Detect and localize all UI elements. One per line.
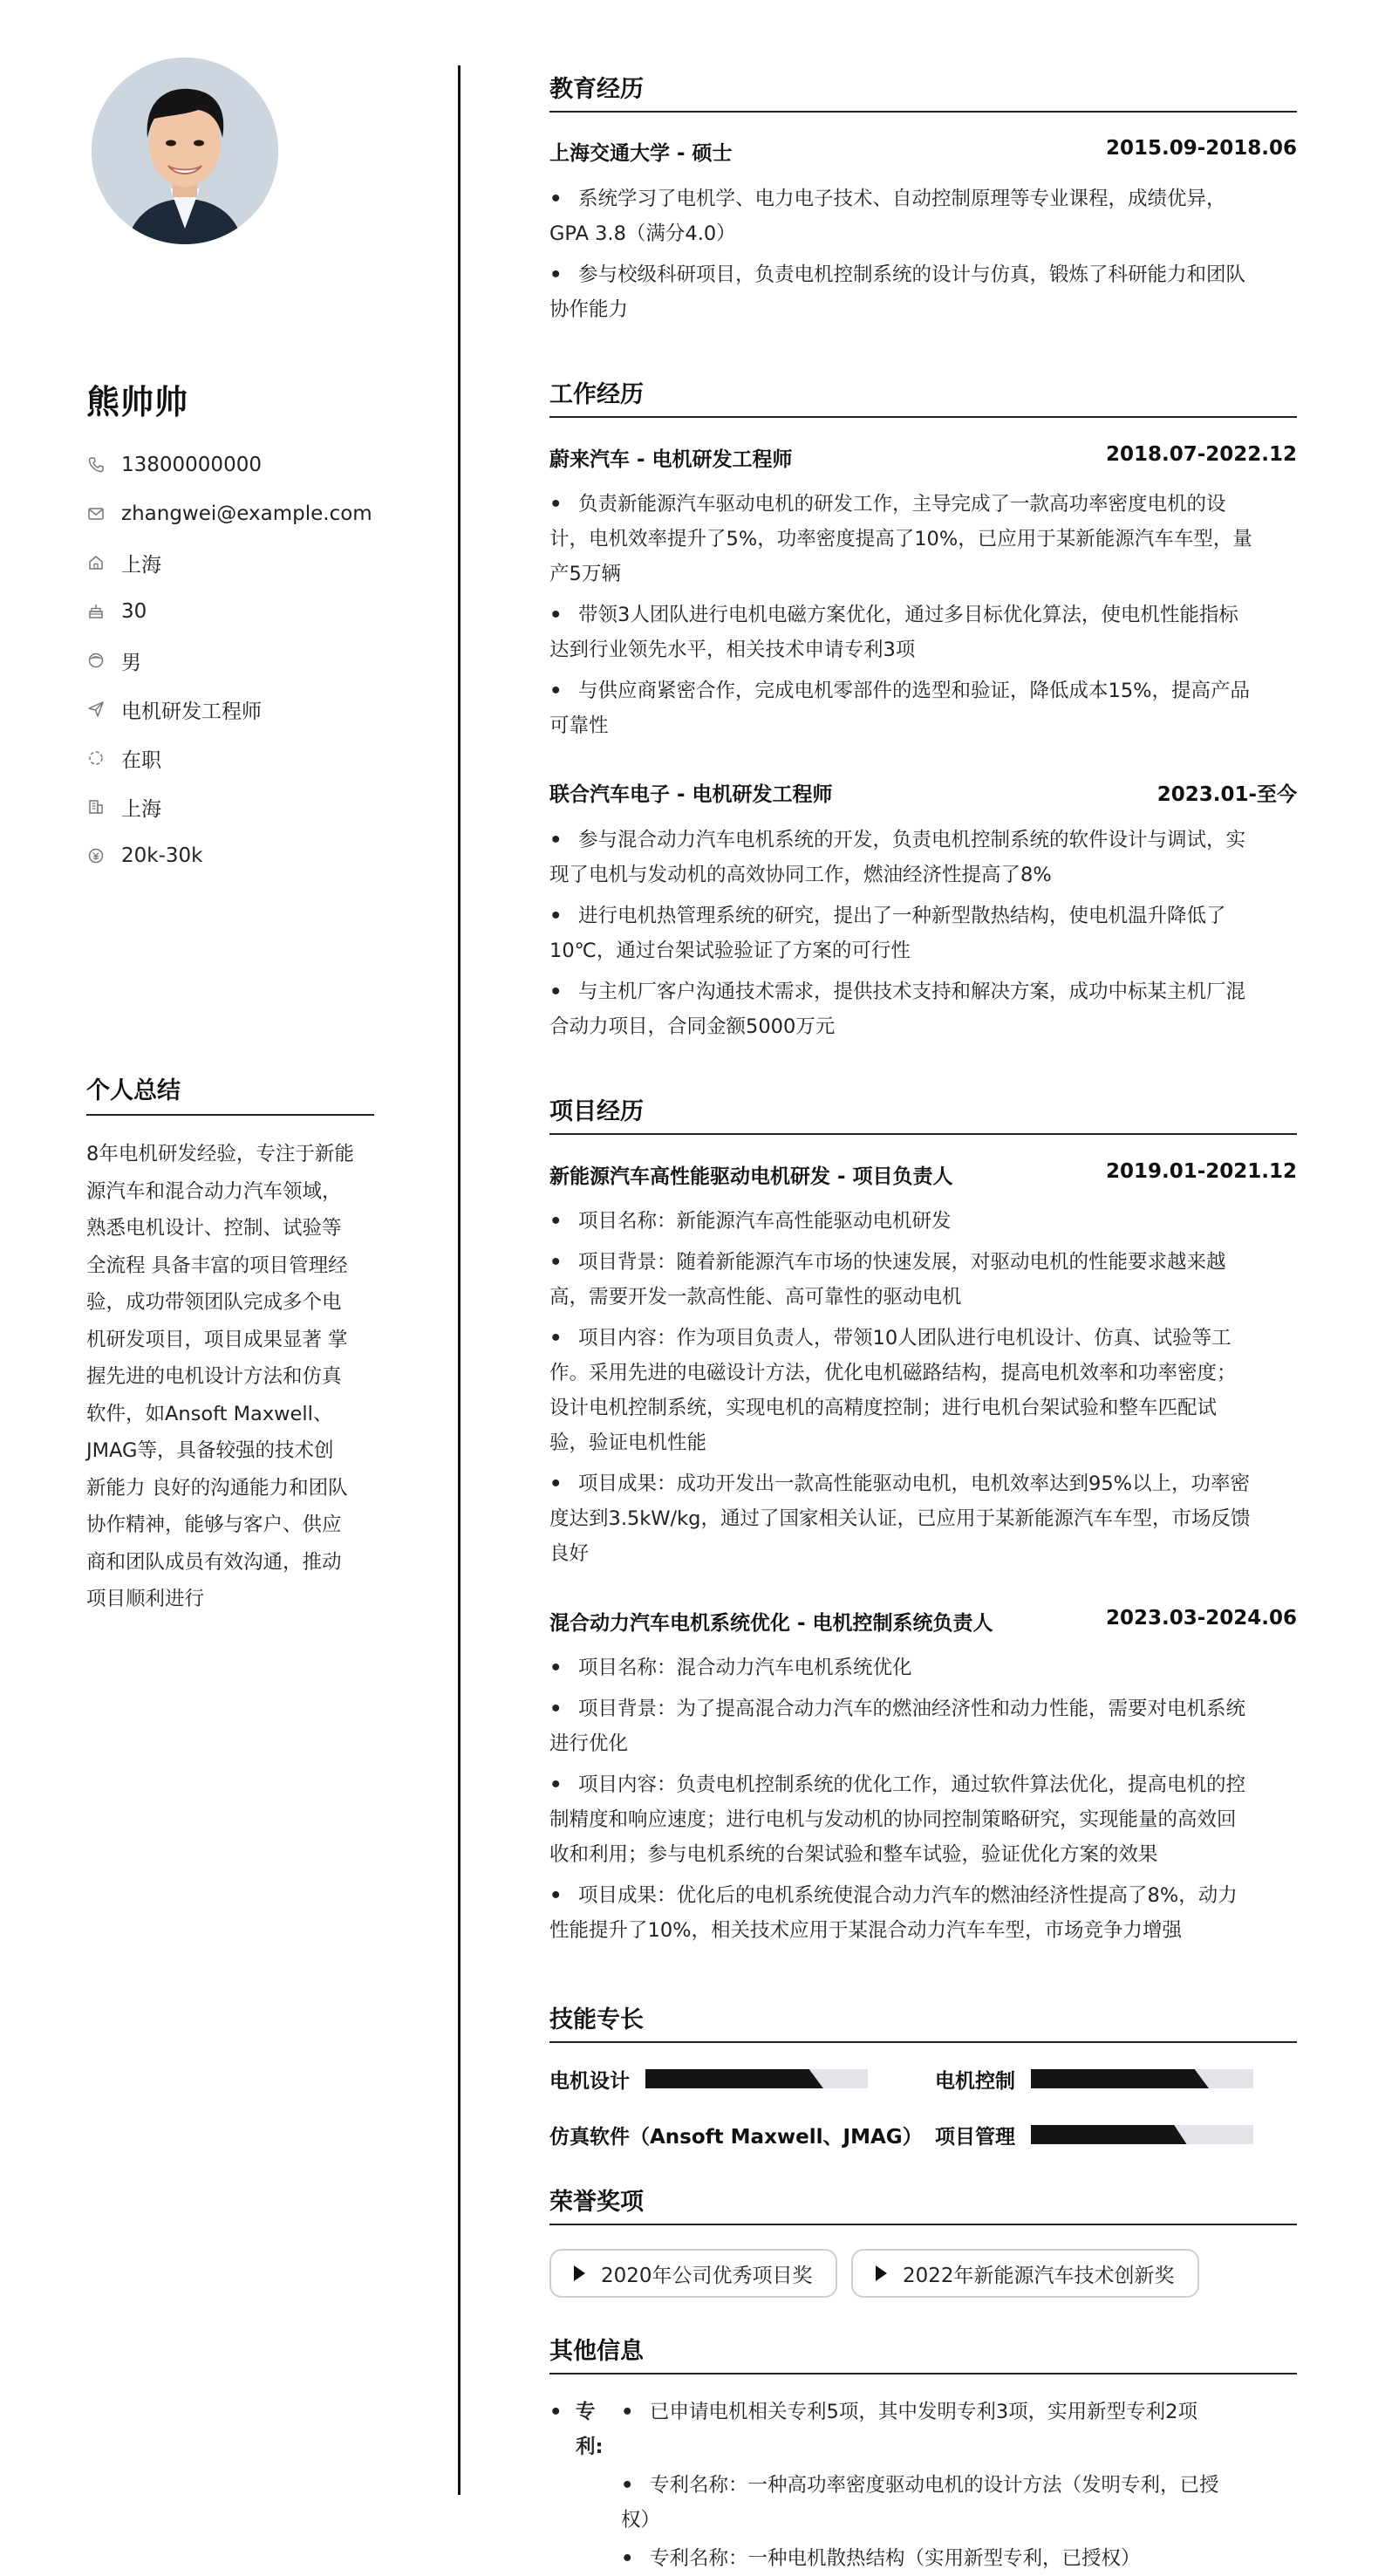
honor-badge	[851, 2249, 1199, 2298]
info-row-email	[86, 489, 372, 538]
summary-line: 8年电机研发经验，专注于新能	[86, 1143, 354, 1165]
project-bullets	[549, 1650, 1297, 1954]
info-row-status	[86, 734, 372, 782]
summary-line: 商和团队成员有效沟通，推动	[86, 1550, 342, 1574]
status-icon	[86, 748, 106, 768]
bullet-item: • 与供应商紧密合作，完成电机零部件的选型和验证，降低成本15%，提高产品 可靠性	[549, 673, 1297, 743]
patent-row: • 专利名称：一种高功率密度驱动电机的设计方法（发明专利，已授 权）	[549, 2468, 1297, 2538]
summary-line: 握先进的电机设计方法和仿真	[86, 1365, 342, 1388]
project-title: 新能源汽车高性能驱动电机研发 - 项目负责人	[549, 1165, 953, 1188]
info-row-position	[86, 685, 372, 734]
summary-line: JMAG等，具备较强的技术创	[86, 1439, 334, 1462]
building-icon	[86, 797, 106, 817]
phone-text: 13800000000	[121, 454, 262, 476]
education-heading: 教育经历	[549, 70, 1297, 113]
bullet-item: • 负责新能源汽车驱动电机的研发工作，主导完成了一款高功率密度电机的设 计，电机效率提升了5%，功率密度提高了10%，已应用于某新能源汽车车型，量 产5万辆	[549, 487, 1297, 591]
honor-label: 2022年新能源汽车技术创新奖	[903, 2264, 1175, 2287]
other-info	[549, 2395, 1297, 2576]
status-text: 在职	[121, 748, 161, 772]
education-period: 2015.09-2018.06	[1105, 137, 1297, 160]
education-bullets	[549, 181, 1297, 333]
bullet-item: • 与主机厂客户沟通技术需求，提供技术支持和解决方案，成功中标某主机厂混 合动力项目，合同金额5000万元	[549, 974, 1297, 1044]
bullet-item: • 参与混合动力汽车电机系统的开发，负责电机控制系统的软件设计与调试，实 现了电机与发动机的高效协同工作，燃油经济性提高了8%	[549, 823, 1297, 892]
job-title: 蔚来汽车 - 电机研发工程师	[549, 448, 793, 471]
work-heading: 工作经历	[549, 375, 1297, 418]
bullet-item: • 项目背景：为了提高混合动力汽车的燃油经济性和动力性能，需要对电机系统 进行优化	[549, 1691, 1297, 1761]
mail-icon	[86, 504, 106, 523]
honor-badge	[549, 2249, 837, 2298]
bullet-item: • 进行电机热管理系统的研究，提出了一种新型散热结构，使电机温升降低了 10℃，通过台架试验验证了方案的可行性	[549, 899, 1297, 968]
project-header	[549, 1160, 1297, 1189]
bullet-item: • 项目背景：随着新能源汽车市场的快速发展，对驱动电机的性能要求越来越 高，需要开发一款高性能、高可靠性的驱动电机	[549, 1245, 1297, 1315]
patent-item: 专利名称：一种高功率密度驱动电机的设计方法（发明专利，已授 权）	[621, 2474, 1219, 2532]
play-icon	[574, 2265, 585, 2281]
summary-line: 验，成功带领团队完成多个电	[86, 1291, 342, 1314]
skill-row	[549, 2064, 868, 2094]
gender-text: 男	[121, 651, 141, 674]
summary-line: 项目顺利进行	[86, 1588, 205, 1610]
summary-line: 熟悉电机设计、控制、试验等	[86, 1217, 342, 1240]
info-row-salary	[86, 831, 372, 880]
bullet-item: • 项目内容：负责电机控制系统的优化工作，通过软件算法优化，提高电机的控 制精度和响应速度；进行电机与发动机的协同控制策略研究，实现能量的高效回 收和利用；参与电机系统的台架试验和整车试验，验证优化方案的效果	[549, 1767, 1297, 1872]
info-row-city	[86, 782, 372, 831]
avatar	[92, 58, 278, 244]
skill-row	[549, 2120, 923, 2149]
bullet-item: • 项目内容：作为项目负责人，带领10人团队进行电机设计、仿真、试验等工 作。采用先进的电磁设计方法，优化电机磁路结构，提高电机效率和功率密度； 设计电机控制系统，实现电机的高精度控制；进行电机台架试验和整车匹配试 验，验证电机性能	[549, 1321, 1297, 1460]
summary-heading: 个人总结	[86, 1071, 374, 1116]
skill-name: 项目管理	[935, 2125, 1015, 2149]
summary-text	[86, 1136, 374, 1618]
project-title: 混合动力汽车电机系统优化 - 电机控制系统负责人	[549, 1612, 993, 1635]
location-text: 上海	[121, 553, 161, 577]
gender-icon	[86, 651, 106, 670]
patent-label: 专利:	[576, 2401, 604, 2458]
honor-label: 2020年公司优秀项目奖	[601, 2264, 813, 2287]
position-text: 电机研发工程师	[121, 700, 262, 723]
summary-line: 协作精神，能够与客户、供应	[86, 1513, 342, 1536]
skill-bar-fill	[1031, 2069, 1209, 2088]
education-entry-header	[549, 137, 1297, 166]
cake-icon	[86, 602, 106, 621]
project-header	[549, 1607, 1297, 1636]
info-row-age	[86, 587, 372, 636]
bullet-item: • 系统学习了电机学、电力电子技术、自动控制原理等专业课程，成绩优异， GPA 3.8（满分4.0）	[549, 181, 1297, 251]
job-bullets	[549, 487, 1297, 749]
home-icon	[86, 553, 106, 572]
info-row-gender	[86, 636, 372, 685]
job-header	[549, 443, 1297, 472]
patent-row: • 专利: • 已申请电机相关专利5项，其中发明专利3项，实用新型专利2项	[549, 2395, 1297, 2464]
skill-bar-fill	[1031, 2125, 1187, 2144]
bullet-item: • 带领3人团队进行电机电磁方案优化，通过多目标优化算法，使电机性能指标 达到行业领先水平，相关技术申请专利3项	[549, 598, 1297, 667]
job-header	[549, 778, 1297, 807]
skill-bar	[1031, 2125, 1253, 2144]
patent-item: 专利名称：一种电机散热结构（实用新型专利，已授权）	[650, 2547, 1141, 2570]
skills-heading: 技能专长	[549, 2000, 1297, 2043]
job-title: 联合汽车电子 - 电机研发工程师	[549, 783, 833, 806]
skill-row	[935, 2064, 1253, 2094]
avatar-illustration	[92, 58, 278, 244]
bullet-item: • 项目成果：优化后的电机系统使混合动力汽车的燃油经济性提高了8%，动力 性能提升了10%，相关技术应用于某混合动力汽车车型，市场竞争力增强	[549, 1878, 1297, 1948]
bullet-item: • 项目成果：成功开发出一款高性能驱动电机，电机效率达到95%以上，功率密 度达到3.5kW/kg，通过了国家相关认证，已应用于某新能源汽车车型，市场反馈 良好	[549, 1466, 1297, 1571]
send-icon	[86, 700, 106, 719]
age-text: 30	[121, 600, 147, 623]
skill-row	[935, 2120, 1253, 2149]
email-text: zhangwei@example.com	[121, 502, 372, 525]
other-heading: 其他信息	[549, 2332, 1297, 2374]
project-bullets	[549, 1204, 1297, 1577]
column-divider	[458, 65, 461, 2495]
play-icon	[876, 2265, 887, 2281]
skill-bar	[645, 2069, 868, 2088]
info-row-phone	[86, 441, 372, 489]
projects-heading: 项目经历	[549, 1092, 1297, 1135]
summary-line: 新能力 良好的沟通能力和团队	[86, 1476, 348, 1500]
summary-line: 源汽车和混合动力汽车领域，	[86, 1179, 342, 1203]
candidate-name: 熊帅帅	[86, 383, 189, 421]
job-bullets	[549, 823, 1297, 1050]
skill-bar	[1031, 2069, 1253, 2088]
skill-name: 电机控制	[935, 2069, 1015, 2093]
job-period: 2023.01-至今	[1156, 783, 1297, 806]
phone-icon	[86, 455, 106, 475]
skill-name: 仿真软件（Ansoft Maxwell、JMAG）	[549, 2125, 923, 2149]
patent-item: 已申请电机相关专利5项，其中发明专利3项，实用新型专利2项	[650, 2401, 1197, 2423]
skill-name: 电机设计	[549, 2069, 630, 2093]
summary-line: 机研发项目，项目成果显著 掌	[86, 1328, 348, 1351]
contact-info-list	[86, 441, 372, 880]
project-period: 2023.03-2024.06	[1105, 1607, 1297, 1630]
bullet-item: • 参与校级科研项目，负责电机控制系统的设计与仿真，锻炼了科研能力和团队 协作能力	[549, 257, 1297, 327]
project-period: 2019.01-2021.12	[1105, 1160, 1297, 1183]
salary-text: 20k-30k	[121, 844, 203, 867]
patent-row: • 专利名称：一种电机散热结构（实用新型专利，已授权）	[549, 2541, 1297, 2576]
school-degree: 上海交通大学 - 硕士	[549, 142, 733, 165]
bullet-item: • 项目名称：混合动力汽车电机系统优化	[549, 1650, 1297, 1685]
summary-line: 全流程 具备丰富的项目管理经	[86, 1254, 348, 1277]
bullet-item: • 项目名称：新能源汽车高性能驱动电机研发	[549, 1204, 1297, 1239]
city-text: 上海	[121, 797, 161, 821]
honors-heading: 荣誉奖项	[549, 2183, 1297, 2225]
job-period: 2018.07-2022.12	[1105, 443, 1297, 466]
summary-line: 软件，如Ansoft Maxwell、	[86, 1402, 333, 1425]
info-row-location	[86, 538, 372, 587]
skill-bar-fill	[645, 2069, 823, 2088]
salary-icon	[86, 846, 106, 865]
